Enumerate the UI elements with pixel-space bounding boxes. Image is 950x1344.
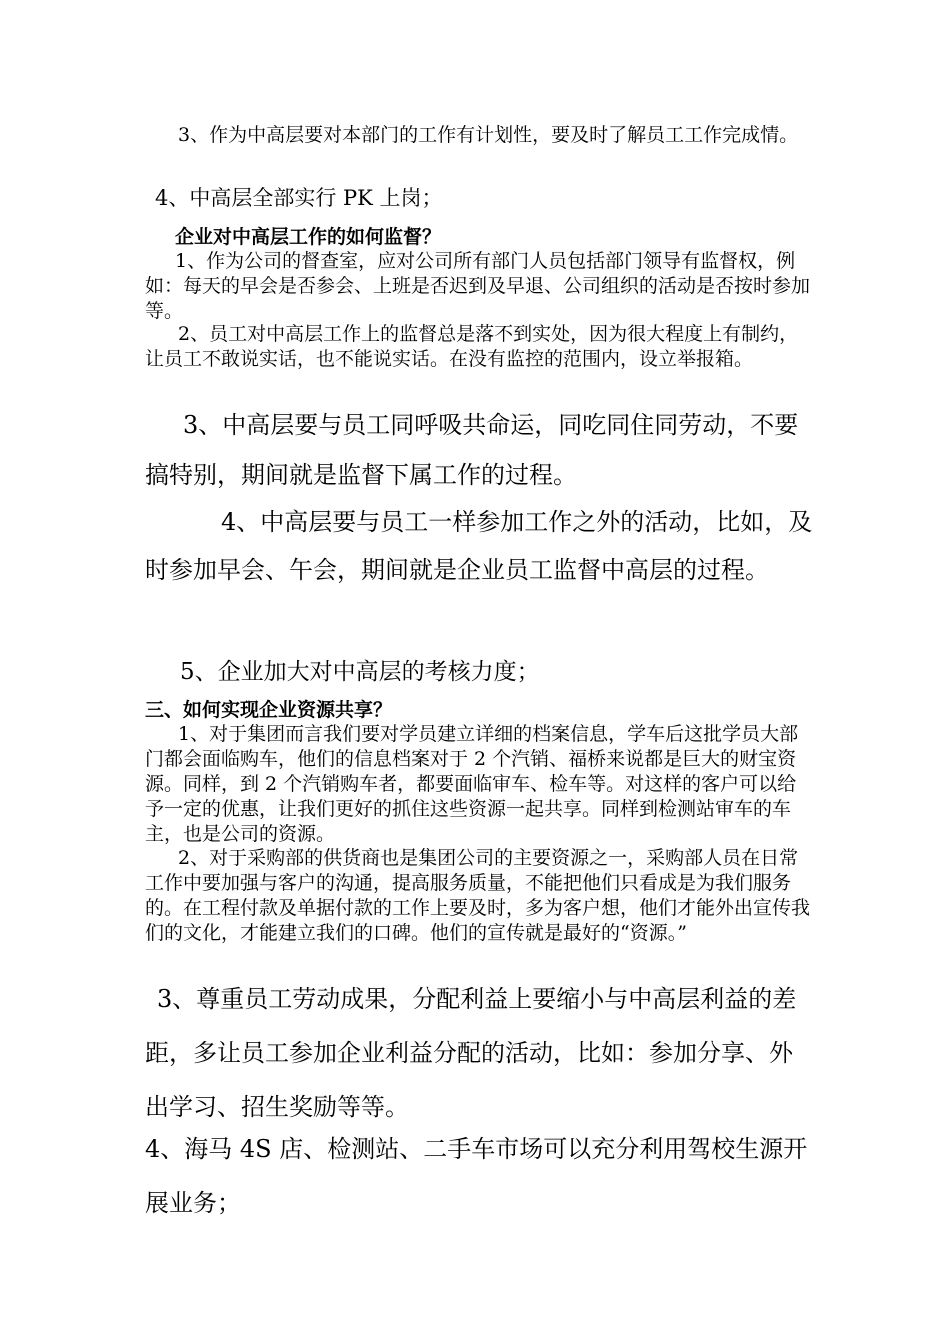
paragraph-share-fate: 3、中高层要与员工同呼吸共命运，同吃同住同劳动，不要搞特别，期间就是监督下属工作的过程。 bbox=[145, 411, 799, 489]
paragraph-student-archives: 1、对于集团而言我们要对学员建立详细的档案信息，学车后这批学员大部门都会面临购车，他们的信息档案对于 2 个汽销、福桥来说都是巨大的财宝资源。同样，到 2 个汽销购车者，都要面临审车、检车等。对这样的客户可以给予一定的优惠，让我们更好的抓住这些资源一起共享。同样到检测站审车的车主，也是公司的资源。 bbox=[145, 723, 799, 845]
paragraph-respect-labor: 3、尊重员工劳动成果，分配利益上要缩小与中高层利益的差距，多让员工参加企业利益分配的活动，比如：参加分享、外出学习、招生奖励等等。 bbox=[145, 985, 797, 1121]
paragraph-pk-post: 4、中高层全部实行 PK 上岗； bbox=[155, 186, 443, 210]
heading-supervision: 企业对中高层工作的如何监督？ bbox=[175, 226, 442, 248]
paragraph-inspection-office: 1、作为公司的督查室，应对公司所有部门人员包括部门领导有监督权，例如：每天的早会是否参会、上班是否迟到及早退、公司组织的活动是否按时参加等。 bbox=[145, 250, 811, 322]
paragraph-suppliers: 2、对于采购部的供货商也是集团公司的主要资源之一，采购部人员在日常工作中要加强与客户的沟通，提高服务质量，不能把他们只看成是为我们服务的。在工程付款及单据付款的工作上要及时，多为客户想，他们才能外出宣传我们的文化，才能建立我们的口碑。他们的宣传就是最好的“资源。” bbox=[145, 847, 811, 944]
paragraph-assessment: 5、企业加大对中高层的考核力度； bbox=[180, 659, 540, 685]
heading-resource-sharing: 三、如何实现企业资源共享？ bbox=[145, 699, 393, 721]
paragraph-join-activities: 4、中高层要与员工一样参加工作之外的活动，比如，及时参加早会、午会，期间就是企业员工监督中高层的过程。 bbox=[145, 508, 813, 584]
paragraph-haima-4s: 4、海马 4S 店、检测站、二手车市场可以充分利用驾校生源开展业务； bbox=[145, 1135, 808, 1217]
paragraph-plan-work: 3、作为中高层要对本部门的工作有计划性，要及时了解员工工作完成情。 bbox=[178, 124, 799, 146]
paragraph-employee-supervision: 2、员工对中高层工作上的监督总是落不到实处，因为很大程度上有制约，让员工不敢说实话，也不能说实话。在没有监控的范围内，设立举报箱。 bbox=[145, 323, 799, 370]
